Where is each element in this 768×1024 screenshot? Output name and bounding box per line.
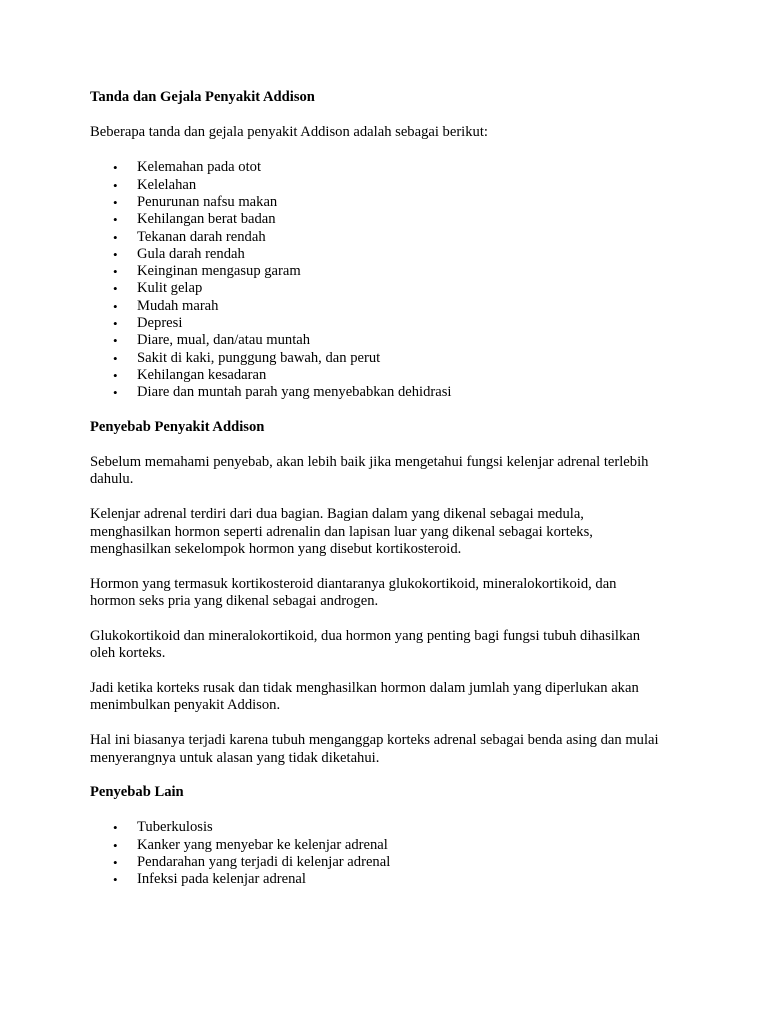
- paragraph-line: Glukokortikoid dan mineralokortikoid, dua hormon yang penting bagi fungsi tubuh dihasilkan: [90, 627, 641, 644]
- bullet-icon: •: [113, 177, 118, 193]
- bullet-icon: •: [113, 316, 118, 332]
- paragraph-line: menyerangnya untuk alasan yang tidak diketahui.: [90, 749, 380, 766]
- symptom-item-text: Diare dan muntah parah yang menyebabkan dehidrasi: [137, 384, 452, 401]
- other-cause-item-text: Tuberkulosis: [137, 819, 213, 836]
- bullet-icon: •: [113, 246, 118, 262]
- symptom-item-text: Tekanan darah rendah: [137, 228, 266, 245]
- cause-paragraph: [90, 506, 688, 558]
- symptom-item: [90, 211, 688, 228]
- symptom-item: [90, 246, 688, 263]
- cause-paragraph: [90, 454, 688, 489]
- symptom-item-text: Gula darah rendah: [137, 245, 245, 262]
- symptoms-intro: Beberapa tanda dan gejala penyakit Addison adalah sebagai berikut:: [90, 123, 488, 140]
- symptom-item-text: Penurunan nafsu makan: [137, 193, 278, 210]
- symptom-item-text: Diare, mual, dan/atau muntah: [137, 332, 311, 349]
- bullet-icon: •: [113, 264, 118, 280]
- symptom-item-text: Kehilangan berat badan: [137, 211, 276, 228]
- bullet-icon: •: [113, 298, 118, 314]
- paragraph-line: Hormon yang termasuk kortikosteroid diantaranya glukokortikoid, mineralokortikoid, dan: [90, 575, 617, 592]
- symptom-item-text: Kehilangan kesadaran: [137, 366, 267, 383]
- bullet-icon: •: [113, 229, 118, 245]
- cause-paragraph: [90, 576, 688, 611]
- symptom-item: [90, 194, 688, 211]
- bullet-icon: •: [113, 872, 118, 888]
- bullet-icon: •: [113, 333, 118, 349]
- symptom-item: [90, 384, 688, 401]
- bullet-icon: •: [113, 367, 118, 383]
- other-cause-item: [90, 854, 688, 871]
- bullet-icon: •: [113, 194, 118, 210]
- bullet-icon: •: [113, 385, 118, 401]
- bullet-icon: •: [113, 837, 118, 853]
- other-cause-item-text: Infeksi pada kelenjar adrenal: [137, 871, 306, 888]
- paragraph-line: menghasilkan sekelompok hormon yang disebut kortikosteroid.: [90, 540, 462, 557]
- symptom-item-text: Kulit gelap: [137, 280, 203, 297]
- symptom-item: [90, 367, 688, 384]
- symptom-item-text: Kelelahan: [137, 176, 197, 193]
- symptom-item: [90, 177, 688, 194]
- symptom-item-text: Depresi: [137, 315, 183, 332]
- symptom-list: [90, 159, 688, 401]
- other-cause-item: [90, 819, 688, 836]
- symptom-item: [90, 280, 688, 297]
- paragraph-line: Hal ini biasanya terjadi karena tubuh menganggap korteks adrenal sebagai benda asing dan mulai: [90, 732, 659, 749]
- symptom-item-text: Kelemahan pada otot: [137, 159, 261, 176]
- paragraph-line: oleh korteks.: [90, 645, 166, 662]
- section-title-causes: Penyebab Penyakit Addison: [90, 419, 265, 436]
- other-cause-item: [90, 871, 688, 888]
- cause-paragraph: [90, 680, 688, 715]
- symptom-item: [90, 159, 688, 176]
- bullet-icon: •: [113, 350, 118, 366]
- paragraph-line: dahulu.: [90, 471, 134, 488]
- cause-paragraph: [90, 732, 688, 767]
- symptom-item-text: Keinginan mengasup garam: [137, 263, 301, 280]
- bullet-icon: •: [113, 212, 118, 228]
- bullet-icon: •: [113, 160, 118, 176]
- bullet-icon: •: [113, 854, 118, 870]
- other-cause-item-text: Kanker yang menyebar ke kelenjar adrenal: [137, 836, 388, 853]
- symptom-item: [90, 229, 688, 246]
- symptom-item: [90, 315, 688, 332]
- section-title-symptoms: Tanda dan Gejala Penyakit Addison: [90, 89, 315, 105]
- bullet-icon: •: [113, 281, 118, 297]
- section-title-other-causes: Penyebab Lain: [90, 784, 184, 801]
- paragraph-line: hormon seks pria yang dikenal sebagai androgen.: [90, 592, 379, 609]
- symptom-item-text: Mudah marah: [137, 297, 219, 314]
- symptom-item: [90, 298, 688, 315]
- paragraph-line: Sebelum memahami penyebab, akan lebih baik jika mengetahui fungsi kelenjar adrenal terlebih: [90, 454, 649, 471]
- cause-paragraph: [90, 628, 688, 663]
- symptom-item-text: Sakit di kaki, punggung bawah, dan perut: [137, 349, 381, 366]
- paragraph-line: Kelenjar adrenal terdiri dari dua bagian. Bagian dalam yang dikenal sebagai medula,: [90, 506, 584, 523]
- paragraph-line: menghasilkan hormon seperti adrenalin dan lapisan luar yang dikenal sebagai korteks,: [90, 523, 593, 540]
- cause-paragraphs: [90, 454, 688, 784]
- other-cause-item: [90, 837, 688, 854]
- symptom-item: [90, 350, 688, 367]
- paragraph-line: menimbulkan penyakit Addison.: [90, 697, 281, 714]
- other-cause-list: [90, 819, 688, 888]
- other-cause-item-text: Pendarahan yang terjadi di kelenjar adrenal: [137, 853, 391, 870]
- symptom-item: [90, 332, 688, 349]
- symptom-item: [90, 263, 688, 280]
- paragraph-line: Jadi ketika korteks rusak dan tidak menghasilkan hormon dalam jumlah yang diperlukan akan: [90, 680, 639, 697]
- bullet-icon: •: [113, 820, 118, 836]
